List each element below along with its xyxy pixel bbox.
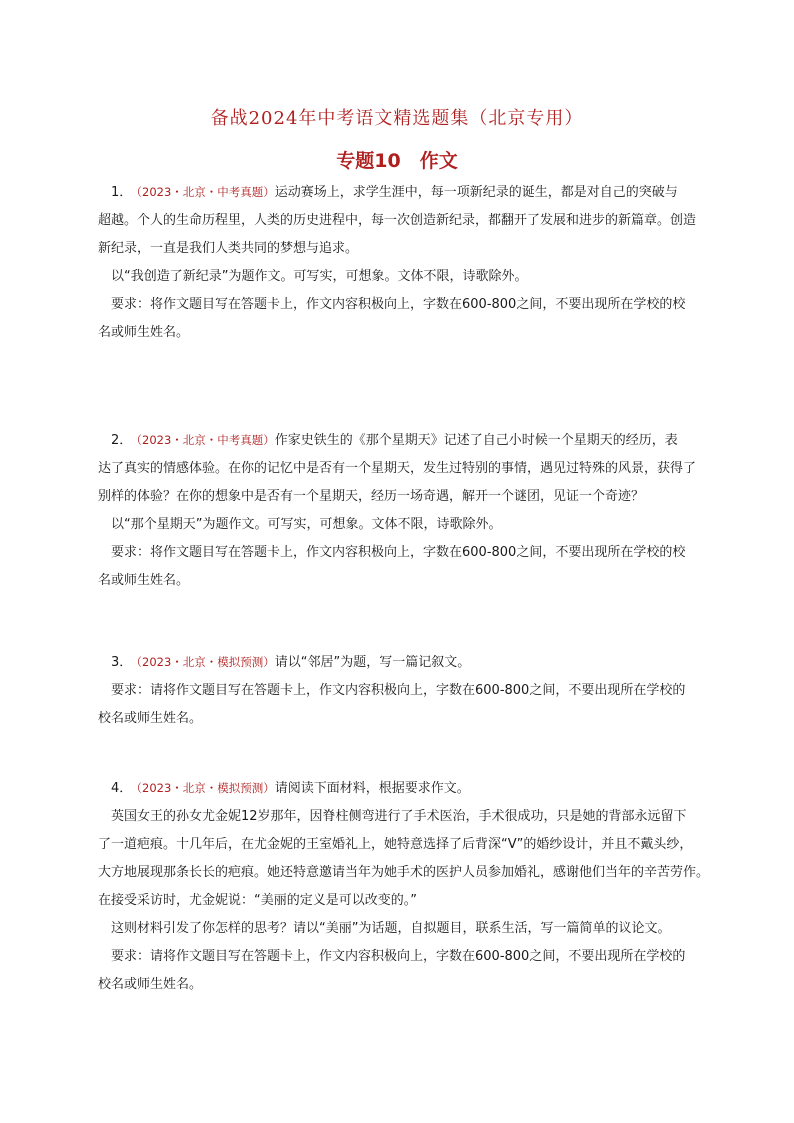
- question-4-line-1: [98, 774, 726, 803]
- source-tag: （2023・北京・中考真题）: [136, 433, 275, 447]
- question-text: 请阅读下面材料，根据要求作文。: [274, 781, 470, 796]
- question-2: [98, 426, 726, 595]
- question-requirement: 要求：将作文题目写在答题卡上，作文内容积极向上，字数在600-800之间，不要出现所在学校的校: [111, 297, 686, 312]
- source-tag: （2023・北京・中考真题）: [136, 185, 275, 199]
- question-1-line-1: [98, 178, 726, 207]
- question-number: 4．: [111, 781, 133, 796]
- question-number: 2．: [111, 433, 133, 448]
- question-2-line-1: [98, 426, 726, 455]
- source-tag: （2023・北京・模拟预测）: [136, 655, 275, 669]
- question-text: 校名或师生姓名。: [98, 977, 203, 992]
- source-tag: （2023・北京・模拟预测）: [136, 781, 275, 795]
- question-text: 名或师生姓名。: [98, 573, 190, 588]
- question-text: 校名或师生姓名。: [98, 711, 203, 726]
- question-prompt: 这则材料引发了你怎样的思考？请以“美丽”为话题，自拟题目，联系生活，写一篇简单的议论文。: [111, 921, 671, 936]
- question-4: [98, 774, 726, 999]
- question-number: 3．: [111, 655, 133, 670]
- question-3: [98, 648, 726, 733]
- material-text: 英国女王的孙女尤金妮12岁那年，因脊柱侧弯进行了手术医治，手术很成功，只是她的背部永远留下: [111, 809, 687, 824]
- question-text: 运动赛场上，求学生涯中，每一项新纪录的诞生，都是对自己的突破与: [274, 185, 678, 200]
- question-requirement: 要求：请将作文题目写在答题卡上，作文内容积极向上，字数在600-800之间，不要出现所在学校的: [111, 683, 686, 698]
- question-text: 别样的体验？在你的想象中是否有一个星期天，经历一场奇遇，解开一个谜团，见证一个奇迹？: [98, 489, 645, 504]
- question-number: 1．: [111, 185, 133, 200]
- question-1: [98, 178, 726, 347]
- document-title: 备战2024年中考语文精选题集（北京专用）: [210, 108, 584, 129]
- question-text: 达了真实的情感体验。在你的记忆中是否有一个星期天，发生过特别的事情，遇见过特殊的风景，获得了: [98, 461, 697, 476]
- question-prompt: 以“那个星期天”为题作文。可写实，可想象。文体不限，诗歌除外。: [111, 517, 502, 532]
- question-text: 新纪录，一直是我们人类共同的梦想与追求。: [98, 241, 359, 256]
- topic-heading: 专题10 作文: [336, 150, 458, 172]
- question-text: 超越。个人的生命历程里，人类的历史进程中，每一次创造新纪录，都翻开了发展和进步的新篇章。创造: [98, 213, 697, 228]
- question-3-line-1: [98, 648, 726, 677]
- question-prompt: 以“我创造了新纪录”为题作文。可写实，可想象。文体不限，诗歌除外。: [111, 269, 528, 284]
- question-requirement: 要求：请将作文题目写在答题卡上，作文内容积极向上，字数在600-800之间，不要出现所在学校的: [111, 949, 686, 964]
- question-text: 请以“邻居”为题，写一篇记叙文。: [274, 655, 471, 670]
- material-text: 了一道疤痕。十几年后，在尤金妮的王室婚礼上，她特意选择了后背深“V”的婚纱设计，并且不戴头纱，: [98, 837, 693, 852]
- material-text: 大方地展现那条长长的疤痕。她还特意邀请当年为她手术的医护人员参加婚礼，感谢他们当年的辛苦劳作。: [98, 865, 710, 880]
- question-text: 作家史铁生的《那个星期天》记述了自己小时候一个星期天的经历，表: [274, 433, 678, 448]
- question-requirement: 要求：将作文题目写在答题卡上，作文内容积极向上，字数在600-800之间，不要出现所在学校的校: [111, 545, 686, 560]
- question-text: 名或师生姓名。: [98, 325, 190, 340]
- material-text: 在接受采访时，尤金妮说：“美丽的定义是可以改变的。”: [98, 893, 417, 908]
